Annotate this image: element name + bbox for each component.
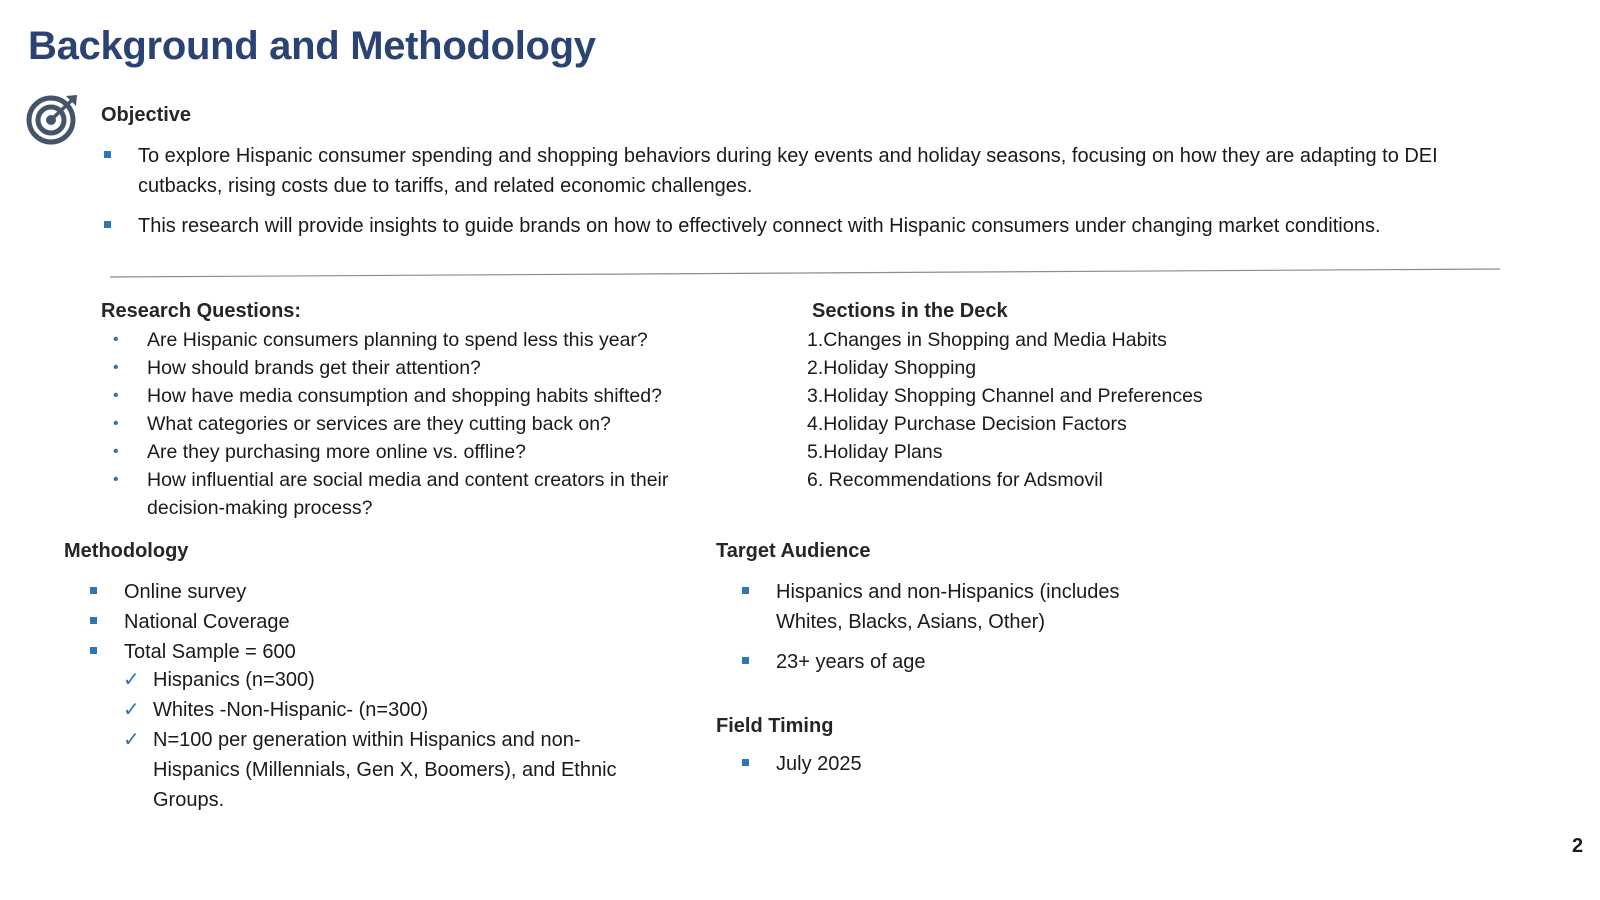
target-audience-text: 23+ years of age xyxy=(776,651,926,673)
square-bullet-icon xyxy=(90,587,97,594)
research-question-item xyxy=(113,354,737,382)
section-item: 1.Changes in Shopping and Media Habits xyxy=(807,329,1167,351)
square-bullet-icon xyxy=(104,151,111,158)
square-bullet-icon xyxy=(104,221,111,228)
target-audience-heading: Target Audience xyxy=(716,540,871,562)
research-question-item xyxy=(113,382,737,410)
research-question-item xyxy=(113,326,737,354)
dot-bullet-icon: • xyxy=(113,443,119,460)
research-question-item xyxy=(113,410,737,438)
objective-text: This research will provide insights to guide brands on how to effectively connect with Hispanic consumers under changing market conditions. xyxy=(138,215,1381,237)
research-question-text: Are they purchasing more online vs. offline? xyxy=(147,441,527,463)
objective-heading: Objective xyxy=(101,104,192,126)
target-audience-item xyxy=(776,577,1186,637)
research-questions-heading: Research Questions: xyxy=(101,300,302,322)
field-timing-heading: Field Timing xyxy=(716,715,834,737)
page-title: Background and Methodology xyxy=(28,24,596,68)
section-item: 3.Holiday Shopping Channel and Preferences xyxy=(807,385,1203,407)
sample-breakdown-list xyxy=(123,665,643,815)
target-audience-text: Hispanics and non-Hispanics (includes Whites, Blacks, Asians, Other) xyxy=(776,581,1120,633)
research-question-item xyxy=(113,466,737,522)
field-timing-text: July 2025 xyxy=(776,753,862,775)
research-question-item xyxy=(113,438,737,466)
field-timing-item xyxy=(776,749,1176,779)
research-questions-list xyxy=(113,326,737,522)
page-number: 2 xyxy=(1572,835,1584,857)
sample-text: Hispanics (n=300) xyxy=(153,669,315,691)
target-icon xyxy=(25,93,81,145)
sample-item xyxy=(123,665,643,695)
sections-list xyxy=(807,326,1507,494)
section-item: 2.Holiday Shopping xyxy=(807,357,977,379)
methodology-list xyxy=(124,577,644,667)
methodology-item xyxy=(124,607,644,637)
methodology-item xyxy=(124,577,644,607)
square-bullet-icon xyxy=(90,617,97,624)
section-item: 6. Recommendations for Adsmovil xyxy=(807,469,1103,491)
research-question-text: How should brands get their attention? xyxy=(147,357,481,379)
square-bullet-icon xyxy=(742,759,749,766)
methodology-text: Total Sample = 600 xyxy=(124,641,296,663)
field-timing-list xyxy=(776,749,1176,779)
research-question-text: What categories or services are they cutting back on? xyxy=(147,413,611,435)
dot-bullet-icon: • xyxy=(113,415,119,432)
methodology-heading: Methodology xyxy=(64,540,189,562)
square-bullet-icon xyxy=(742,587,749,594)
sample-text: Whites -Non-Hispanic- (n=300) xyxy=(153,699,429,721)
research-question-text: How have media consumption and shopping habits shifted? xyxy=(147,385,662,407)
section-item: 4.Holiday Purchase Decision Factors xyxy=(807,413,1127,435)
dot-bullet-icon: • xyxy=(113,471,119,488)
square-bullet-icon xyxy=(90,647,97,654)
checkmark-icon: ✓ xyxy=(123,729,140,751)
dot-bullet-icon: • xyxy=(113,359,119,376)
sections-heading: Sections in the Deck xyxy=(812,300,1008,322)
target-audience-item xyxy=(776,647,1186,677)
divider-line xyxy=(110,268,1500,280)
research-question-text: Are Hispanic consumers planning to spend less this year? xyxy=(147,329,648,351)
objective-item xyxy=(138,211,1438,241)
checkmark-icon: ✓ xyxy=(123,669,140,691)
sample-item xyxy=(123,725,643,815)
objective-item xyxy=(138,141,1438,201)
objective-list xyxy=(138,141,1438,241)
methodology-text: Online survey xyxy=(124,581,247,603)
research-question-text: How influential are social media and content creators in their decision-making process? xyxy=(147,469,669,519)
section-item: 5.Holiday Plans xyxy=(807,441,943,463)
methodology-item xyxy=(124,637,644,667)
sample-item xyxy=(123,695,643,725)
target-audience-list xyxy=(776,577,1186,677)
dot-bullet-icon: • xyxy=(113,387,119,404)
methodology-text: National Coverage xyxy=(124,611,290,633)
square-bullet-icon xyxy=(742,657,749,664)
sample-text: N=100 per generation within Hispanics and non-Hispanics (Millennials, Gen X, Boomers), and Ethnic Groups. xyxy=(153,729,617,811)
dot-bullet-icon: • xyxy=(113,331,119,348)
checkmark-icon: ✓ xyxy=(123,699,140,721)
objective-text: To explore Hispanic consumer spending and shopping behaviors during key events and holiday seasons, focusing on how they are adapting to DEI cutbacks, rising costs due to tariffs, and related economic challenges. xyxy=(138,145,1438,197)
